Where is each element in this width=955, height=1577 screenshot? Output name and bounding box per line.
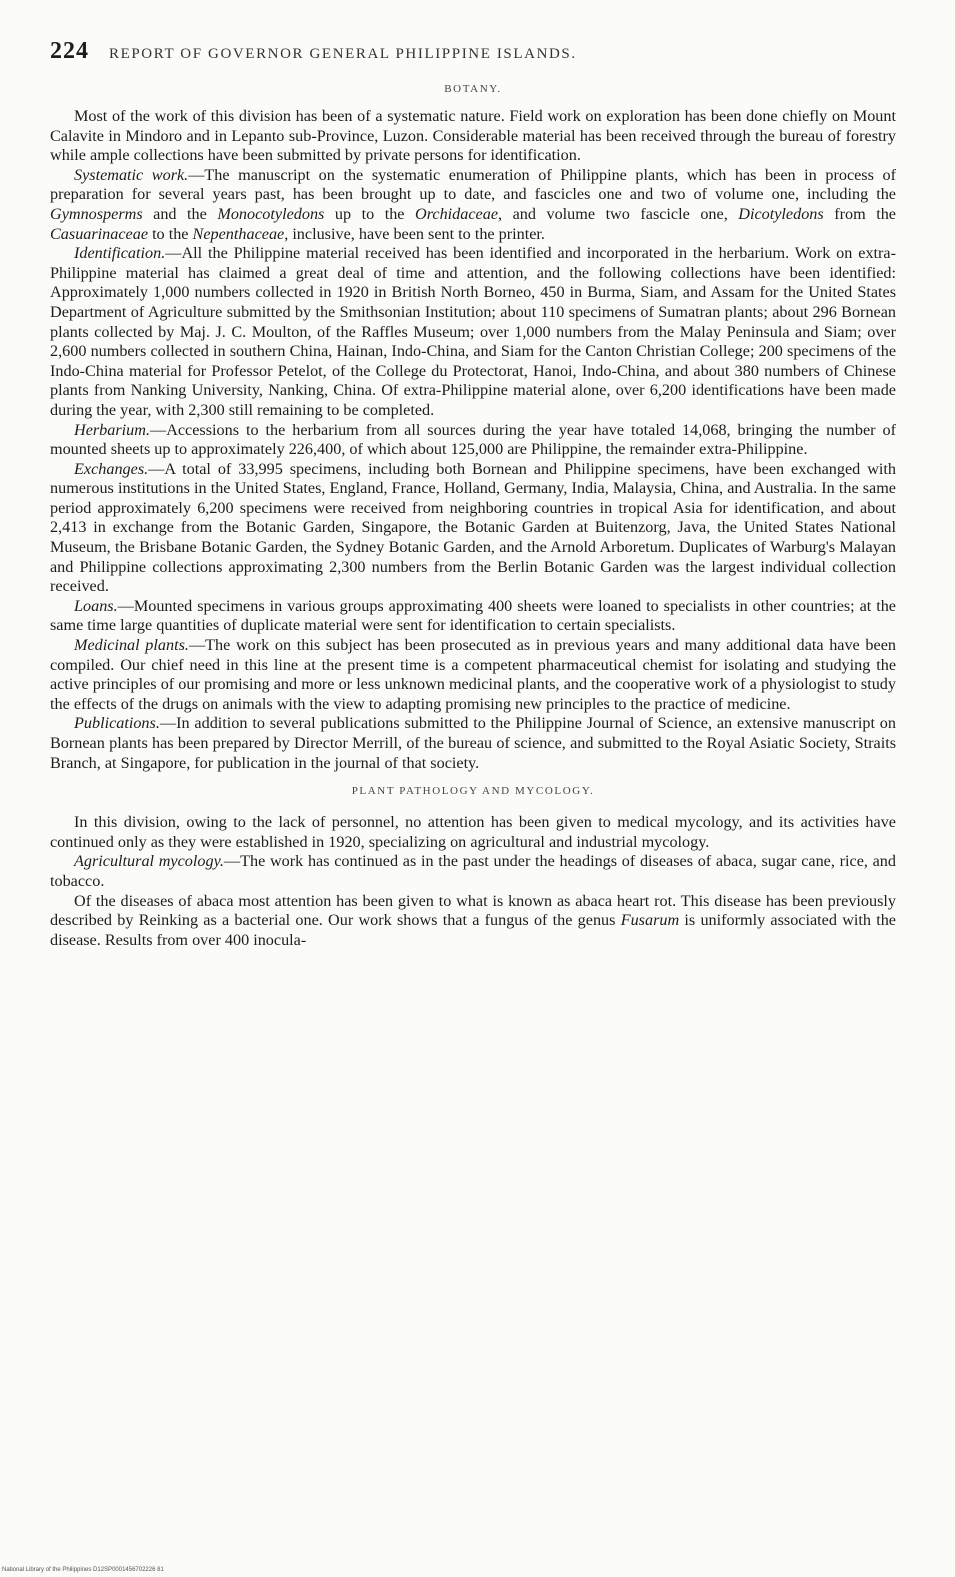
abaca-diseases-paragraph [50,892,896,951]
systematic-work-paragraph [50,166,896,244]
identification-text: —All the Philippine material received has been identified and incorporated in the herbarium. Work on extra-Philippine material has claimed a great deal of time and attention, and the following collections have been identified: Approximately 1,000 numbers collected in 1920 in British North Borneo, 450 in Burma, Siam, and Assam for the United States Department of Agriculture submitted by the Smithsonian Institution; about 110 specimens of Sumatran plants; about 296 Bornean plants collected by Maj. J. C. Moulton, of the Raffles Museum; over 1,000 numbers from the Malay Peninsula and Siam; over 2,600 numbers collected in southern China, Hainan, Indo-China, and Siam for the Canton Christian College; 200 specimens of the Indo-China material for Professor Petelot, of the College du Protectorat, Hanoi, Indo-China, and about 380 numbers of Chinese plants from Nanking University, Nanking, China. Of extra-Philippine material alone, over 6,200 identifications have been made during the year, with 2,300 still remaining to be completed. [50,244,896,419]
systematic-text-7: , inclusive, have been sent to the printer. [284,224,545,243]
exchanges-text: —A total of 33,995 specimens, including both Bornean and Philippine specimens, have been exchanged with numerous institutions in the United States, England, France, Holland, Germany, India, Malaysia, China, and Australia. In the same period approximately 6,200 specimens were received from neighboring countries in tropical Asia for identification, and about 2,413 in exchange from the Botanic Garden, Singapore, the Botanic Garden at Buitenzorg, Java, the United States National Museum, the Brisbane Botanic Garden, the Sydney Botanic Garden, and the Arnold Arboretum. Duplicates of Warburg's Malayan and Philippine collections approximating 2,300 numbers from the Berlin Botanic Garden was the largest individual collection received. [50,459,896,596]
pathology-intro-paragraph: In this division, owing to the lack of personnel, no attention has been given to medical mycology, and its activities have continued only as they were established in 1920, specializing on agricultural and industrial mycology. [50,813,896,851]
systematic-text-4: , and volume two fascicle one, [498,204,739,223]
loans-paragraph [50,597,896,636]
systematic-text-2: and the [142,204,218,223]
running-title: REPORT OF GOVERNOR GENERAL PHILIPPINE ISLANDS. [109,46,577,62]
loans-text: —Mounted specimens in various groups approximating 400 sheets were loaned to specialists in other countries; at the same time large quantities of duplicate material were sent for identification to certain specialists. [50,596,896,635]
running-head [50,38,896,65]
abaca-text-2: is uniformly associated with the disease. Results from over 400 inocula- [50,911,896,949]
library-footer: National Library of the Philippines D12SP0001456702226 81 [2,1567,164,1573]
systematic-text-6: to the [148,224,193,243]
herbarium-heading: Herbarium. [74,420,150,439]
document-page [50,38,896,950]
botany-intro-paragraph: Most of the work of this division has been of a systematic nature. Field work on exploration has been done chiefly on Mount Calavite in Mindoro and in Lepanto sub-Province, Luzon. Considerable material has been received through the bureau of forestry while ample collections have been submitted by private persons for identification. [50,107,896,165]
herbarium-paragraph [50,421,896,460]
agricultural-mycology-text: —The work has continued as in the past under the headings of diseases of abaca, sugar cane, rice, and tobacco. [50,852,896,890]
medicinal-plants-paragraph [50,636,896,714]
page-number: 224 [50,38,89,64]
systematic-work-heading: Systematic work. [74,165,189,184]
dicotyledons-term: Dicotyledons [738,204,824,223]
exchanges-paragraph [50,460,896,597]
fusarium-term: Fusarum [620,911,680,930]
medicinal-plants-heading: Medicinal plants. [74,636,189,655]
abaca-text-1: Of the diseases of abaca most attention has been given to what is known as abaca heart rot. This disease has been previously described by Reinking as a bacterial one. Our work shows that a fungus of the genus [50,891,896,930]
section-title-plant-pathology: PLANT PATHOLOGY AND MYCOLOGY. [351,785,595,798]
section-title-botany: BOTANY. [444,83,502,95]
herbarium-text: —Accessions to the herbarium from all sources during the year have totaled 14,068, bringing the number of mounted sheets up to approximately 226,400, of which about 125,000 are Philippine, the remainder extra-Philippine. [50,420,896,459]
exchanges-heading: Exchanges. [74,459,149,478]
publications-paragraph [50,714,896,773]
identification-paragraph [50,244,896,420]
orchidaceae-term: Orchidaceae [415,204,499,223]
systematic-text-1: —The manuscript on the systematic enumeration of Philippine plants, which has been in process of preparation for several years past, has been brought up to date, and fascicles one and two of volume one, including the [50,165,896,204]
monocotyledons-term: Monocotyledons [217,204,325,223]
agricultural-mycology-paragraph [50,852,896,891]
gymnosperms-term: Gymnosperms [50,204,143,223]
systematic-text-5: from the [823,204,896,223]
publications-heading: Publications. [74,714,160,733]
identification-heading: Identification. [74,244,166,263]
publications-text: —In addition to several publications submitted to the Philippine Journal of Science, an extensive manuscript on Bornean plants has been prepared by Director Merrill, of the bureau of science, and submitted to the Royal Asiatic Society, Straits Branch, at Singapore, for publication in the journal of that society. [50,714,896,772]
medicinal-plants-text: —The work on this subject has been prosecuted as in previous years and many additional data have been compiled. Our chief need in this line at the present time is a competent pharmaceutical chemist for isolating and studying the active principles of our promising and more or less unknown medicinal plants, and the cooperative work of a physiologist to study the effects of the drugs on animals with the view to adapting promising new principles to the practice of medicine. [50,636,896,713]
casuarinaceae-term: Casuarinaceae [50,224,149,243]
loans-heading: Loans. [74,596,118,615]
nepenthaceae-term: Nepenthaceae [192,224,285,243]
agricultural-mycology-heading: Agricultural mycology. [74,852,224,871]
systematic-text-3: up to the [324,204,416,223]
